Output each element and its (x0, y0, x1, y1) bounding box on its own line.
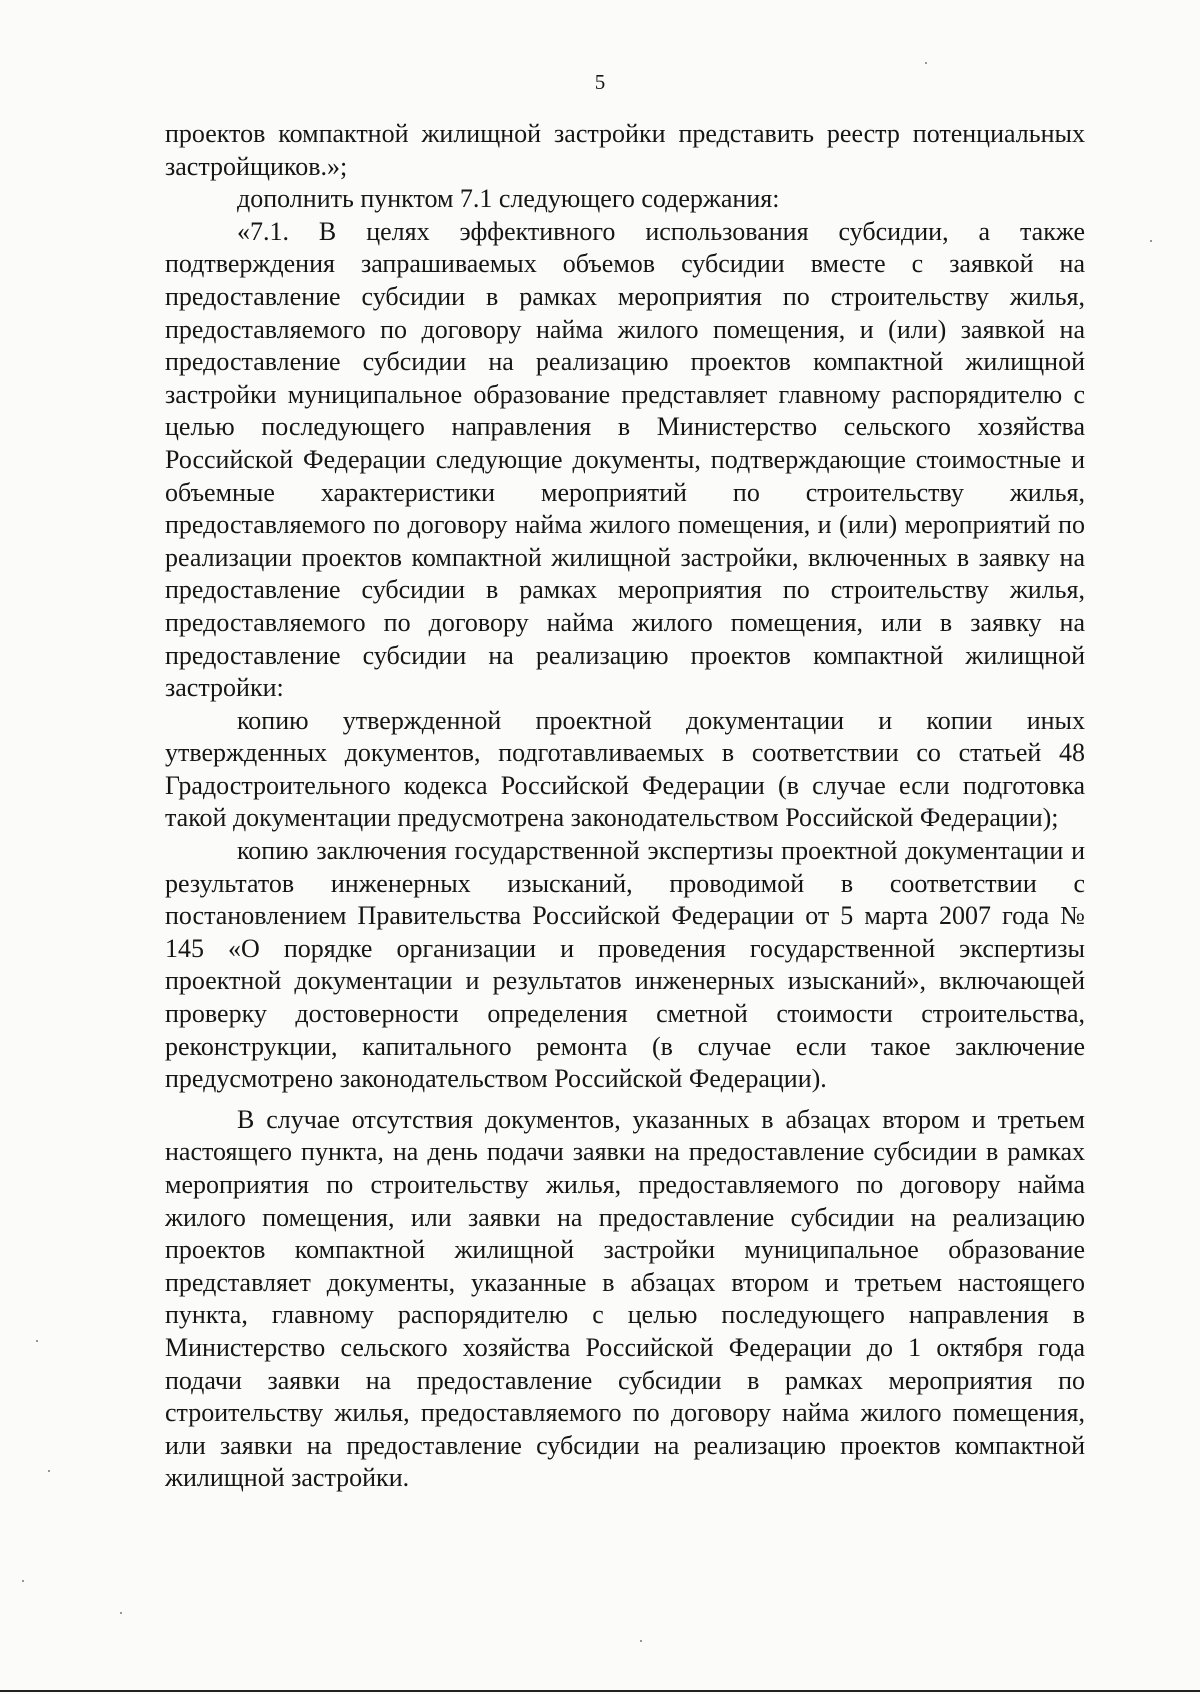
scan-speck (22, 1580, 24, 1582)
document-body (165, 118, 1085, 1495)
scan-speck (925, 62, 927, 64)
scan-speck (1150, 240, 1152, 242)
paragraph-clause-7-1: «7.1. В целях эффективного использования субсидии, а также подтверждения запрашиваемых объемов субсидии вместе с заявкой на предоставление субсидии в рамках мероприятия по строительству жилья, предоставляемого по договору найма жилого помещения, и (или) заявкой на предоставление субсидии на реализацию проектов компактной жилищной застройки муниципальное образование представляет главному распорядителю с целью последующего направления в Министерство сельского хозяйства Российской Федерации следующие документы, подтверждающие стоимостные и объемные характеристики мероприятий по строительству жилья, предоставляемого по договору найма жилого помещения, и (или) мероприятий по реализации проектов компактной жилищной застройки, включенных в заявку на предоставление субсидии в рамках мероприятия по строительству жилья, предоставляемого по договору найма жилого помещения, или в заявку на предоставление субсидии на реализацию проектов компактной жилищной застройки: (165, 216, 1085, 703)
paragraph-missing-documents: В случае отсутствия документов, указанных в абзацах втором и третьем настоящего пункта, на день подачи заявки на предоставление субсидии в рамках мероприятия по строительству жилья, предоставляемого по договору найма жилого помещения, или заявки на предоставление субсидии на реализацию проектов компактной жилищной застройки муниципальное образование представляет документы, указанные в абзацах втором и третьем настоящего пункта, главному распорядителю с целью последующего направления в Министерство сельского хозяйства Российской Федерации до 1 октября года подачи заявки на предоставление субсидии в рамках мероприятия по строительству жилья, предоставляемого по договору найма жилого помещения, или заявки на предоставление субсидии на реализацию проектов компактной жилищной застройки. (165, 1104, 1085, 1493)
scan-speck (48, 1470, 50, 1472)
paragraph-amendment-intro: дополнить пунктом 7.1 следующего содержания: (237, 184, 780, 214)
paragraph-continuation: проектов компактной жилищной застройки представить реестр потенциальных застройщиков.»; (165, 119, 1085, 181)
page-number: 5 (594, 70, 606, 94)
scan-speck (36, 1340, 38, 1342)
scan-speck (640, 1640, 642, 1642)
paragraph-item-expertise-conclusion: копию заключения государственной экспертизы проектной документации и результатов инженерных изысканий, проводимой в соответствии с постановлением Правительства Российской Федерации от 5 марта 2007 года № 145 «О порядке организации и проведения государственной экспертизы проектной документации и результатов инженерных изысканий», включающей проверку достоверности определения сметной стоимости строительства, реконструкции, капитального ремонта (в случае если такое заключение предусмотрено законодательством Российской Федерации). (165, 836, 1085, 1094)
scan-speck (120, 1612, 122, 1614)
paragraph-item-project-documentation: копию утвержденной проектной документации и копии иных утвержденных документов, подготавливаемых в соответствии со статьей 48 Градостроительного кодекса Российской Федерации (в случае если подготовка такой документации предусмотрена законодательством Российской Федерации); (165, 705, 1085, 833)
scan-bottom-edge (0, 1690, 1200, 1692)
